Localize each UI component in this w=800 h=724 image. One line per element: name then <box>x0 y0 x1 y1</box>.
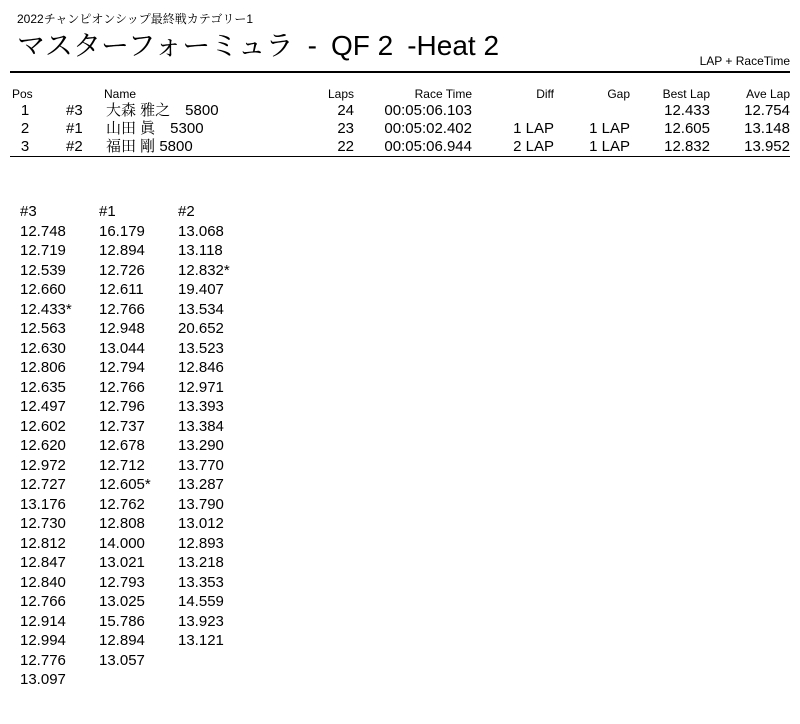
result-car-number: #3 <box>66 102 83 119</box>
lap-time: 12.727 <box>20 476 66 493</box>
lap-time: 12.748 <box>20 222 66 240</box>
lap-time: 12.766 <box>20 593 66 610</box>
heat-name: Heat 2 <box>416 30 500 61</box>
lap-time: 12.635 <box>20 378 66 396</box>
result-driver-name: 大森 雅之 5800 <box>106 102 219 119</box>
lap-time: 12.812 <box>20 534 66 552</box>
lap-time: 12.794 <box>99 359 145 376</box>
lap-time: 12.719 <box>20 242 66 259</box>
lap-time: 13.044 <box>99 339 145 357</box>
lap-time: 12.766 <box>99 378 145 396</box>
result-driver-name: 福田 剛 5800 <box>106 138 193 155</box>
result-gap: 1 LAP <box>589 138 630 155</box>
lap-time: 12.730 <box>20 515 66 532</box>
class-name: マスターフォーミュラ <box>17 30 294 61</box>
results-header-row <box>10 86 790 102</box>
lap-time: 13.393 <box>178 398 224 415</box>
result-race-time: 00:05:06.944 <box>384 138 472 155</box>
lap-time: 13.353 <box>178 573 224 591</box>
lap-time: 12.840 <box>20 573 66 591</box>
lap-time: 12.806 <box>20 359 66 376</box>
lap-time: 16.179 <box>99 222 145 240</box>
event-subtitle: 2022チャンピオンシップ最終戦カテゴリー1 <box>17 12 253 26</box>
lap-time: 13.068 <box>178 222 224 240</box>
result-pos: 2 <box>20 120 30 137</box>
lap-time: 14.000 <box>99 534 145 552</box>
lap-time: 12.894 <box>99 632 145 649</box>
result-diff: 2 LAP <box>513 138 554 155</box>
result-pos: 1 <box>20 102 30 119</box>
col-gap-header: Gap <box>607 87 630 101</box>
result-ave-lap: 13.148 <box>744 120 790 137</box>
lap-time: 13.021 <box>99 554 145 571</box>
lap-time: 12.971 <box>178 378 224 396</box>
lap-time: 12.678 <box>99 437 145 454</box>
lap-time: 12.563 <box>20 320 66 337</box>
result-race-time: 00:05:02.402 <box>384 120 472 137</box>
lap-time: 13.012 <box>178 515 224 532</box>
result-diff: 1 LAP <box>513 120 554 137</box>
col-pos-header: Pos <box>12 87 33 101</box>
session-name: QF 2 <box>330 30 394 61</box>
lap-column <box>178 202 257 690</box>
result-pos: 3 <box>20 138 30 155</box>
col-diff-header: Diff <box>536 87 554 101</box>
title-separator: - <box>307 30 317 61</box>
lap-column-header: #3 <box>20 203 37 220</box>
lap-time: 12.602 <box>20 417 66 435</box>
lap-time: 13.290 <box>178 437 224 454</box>
lap-time: 13.097 <box>20 671 66 688</box>
page-title <box>17 28 513 64</box>
result-ave-lap: 13.952 <box>744 138 790 155</box>
title-divider <box>10 71 790 73</box>
report-mode-label: LAP + RaceTime <box>699 54 790 68</box>
lap-time: 12.630 <box>20 339 66 357</box>
title-separator: - <box>407 30 417 61</box>
lap-time: 12.726 <box>99 261 145 279</box>
lap-time: 12.611 <box>99 281 144 298</box>
lap-time: 12.737 <box>99 417 145 435</box>
lap-time: 13.287 <box>178 476 224 493</box>
lap-time: 13.790 <box>178 495 224 513</box>
result-best-lap: 12.832 <box>664 138 710 155</box>
lap-time: 13.384 <box>178 417 224 435</box>
result-best-lap: 12.605 <box>664 120 710 137</box>
result-ave-lap: 12.754 <box>744 102 790 119</box>
result-row <box>10 102 790 120</box>
lap-time: 12.894 <box>99 242 145 259</box>
lap-time: 12.846 <box>178 359 224 376</box>
lap-column-header: #1 <box>99 203 116 220</box>
lap-time: 12.766 <box>99 300 145 318</box>
result-laps: 23 <box>337 120 354 137</box>
lap-time: 13.923 <box>178 612 224 630</box>
result-row <box>10 120 790 138</box>
result-driver-name: 山田 眞 5300 <box>106 120 204 137</box>
col-name-header: Name <box>104 87 137 101</box>
lap-time: 13.176 <box>20 495 66 513</box>
lap-time: 12.972 <box>20 456 66 474</box>
lap-time: 12.847 <box>20 554 66 571</box>
lap-time: 14.559 <box>178 593 224 610</box>
lap-time: 12.539 <box>20 261 66 279</box>
lap-time: 12.914 <box>20 612 66 630</box>
lap-time: 15.786 <box>99 612 145 630</box>
lap-time: 13.523 <box>178 339 224 357</box>
results-table <box>10 86 790 157</box>
result-laps: 24 <box>337 102 354 119</box>
lap-time: 12.497 <box>20 398 66 415</box>
lap-time: 13.025 <box>99 593 145 610</box>
lap-time: 12.808 <box>99 515 145 532</box>
col-best-lap-header: Best Lap <box>662 87 710 101</box>
lap-time: 12.893 <box>178 534 224 552</box>
lap-column <box>20 202 99 690</box>
lap-time: 12.762 <box>99 495 145 513</box>
result-gap: 1 LAP <box>589 120 630 137</box>
lap-time: 12.712 <box>99 456 145 474</box>
lap-time: 13.534 <box>178 300 224 318</box>
lap-time: 13.118 <box>178 242 223 259</box>
lap-time: 19.407 <box>178 281 224 298</box>
result-laps: 22 <box>337 138 354 155</box>
lap-time: 13.218 <box>178 554 224 571</box>
lap-time: 13.057 <box>99 651 145 669</box>
result-race-time: 00:05:06.103 <box>384 102 472 119</box>
lap-time: 12.948 <box>99 320 145 337</box>
lap-time: 12.832* <box>178 261 230 279</box>
lap-time: 13.121 <box>178 632 224 649</box>
lap-time: 12.776 <box>20 651 66 669</box>
lap-times-table <box>20 202 257 690</box>
lap-column <box>99 202 178 690</box>
result-car-number: #1 <box>66 120 83 137</box>
col-laps-header: Laps <box>327 87 354 101</box>
lap-time: 13.770 <box>178 456 224 474</box>
lap-time: 12.994 <box>20 632 66 649</box>
lap-time: 12.796 <box>99 398 145 415</box>
lap-time: 12.605* <box>99 476 151 493</box>
col-ave-lap-header: Ave Lap <box>746 87 790 101</box>
lap-column-header: #2 <box>178 203 195 220</box>
lap-time: 12.660 <box>20 281 66 298</box>
lap-time: 12.793 <box>99 573 145 591</box>
result-best-lap: 12.433 <box>664 102 710 119</box>
lap-time: 12.620 <box>20 437 66 454</box>
result-row <box>10 138 790 157</box>
result-car-number: #2 <box>66 138 83 155</box>
lap-time: 20.652 <box>178 320 224 337</box>
col-race-time-header: Race Time <box>414 87 472 101</box>
lap-time: 12.433* <box>20 300 72 318</box>
